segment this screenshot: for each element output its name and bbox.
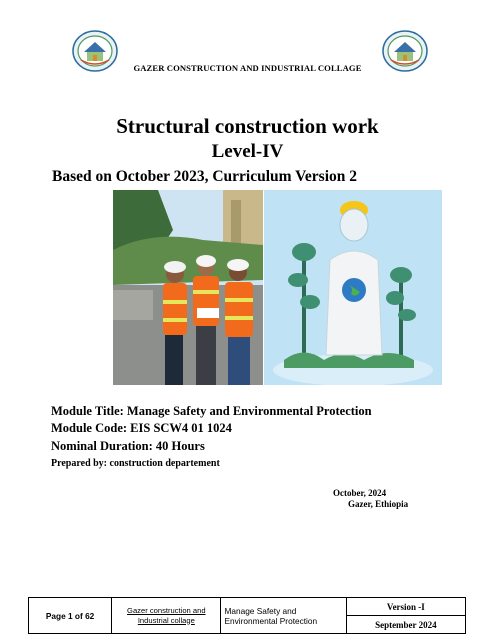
footer-org-line2: Industrial collage [137,615,195,625]
construction-workers-photo [113,190,263,385]
page-number: Page 1 of 62 [29,598,112,634]
footer-module-line2: Environmental Protection [224,615,318,626]
document-title: Structural construction work [116,114,379,138]
issue-place: Gazer, Ethiopia [348,499,409,509]
footer-organization [112,598,221,634]
version-label: Version -I [346,598,465,616]
environmental-protection-illustration [264,190,442,385]
footer-module [221,598,346,634]
issue-date: October, 2024 [333,488,387,498]
version-date: September 2024 [346,616,465,634]
level-label: Level-IV [211,141,284,162]
page-footer [28,597,466,634]
footer-org-line1: Gazer construction and [127,605,206,615]
nominal-duration: Nominal Duration: 40 Hours [51,439,205,453]
organization-name: GAZER CONSTRUCTION AND INDUSTRIAL COLLAGE [133,63,362,73]
footer-module-line1: Manage Safety and [224,605,297,616]
curriculum-basis: Based on October 2023, Curriculum Version 2 [52,168,357,185]
module-title: Module Title: Manage Safety and Environmental Protection [51,404,372,418]
module-code: Module Code: EIS SCW4 01 1024 [51,421,232,435]
prepared-by: Prepared by: construction departement [51,458,220,469]
